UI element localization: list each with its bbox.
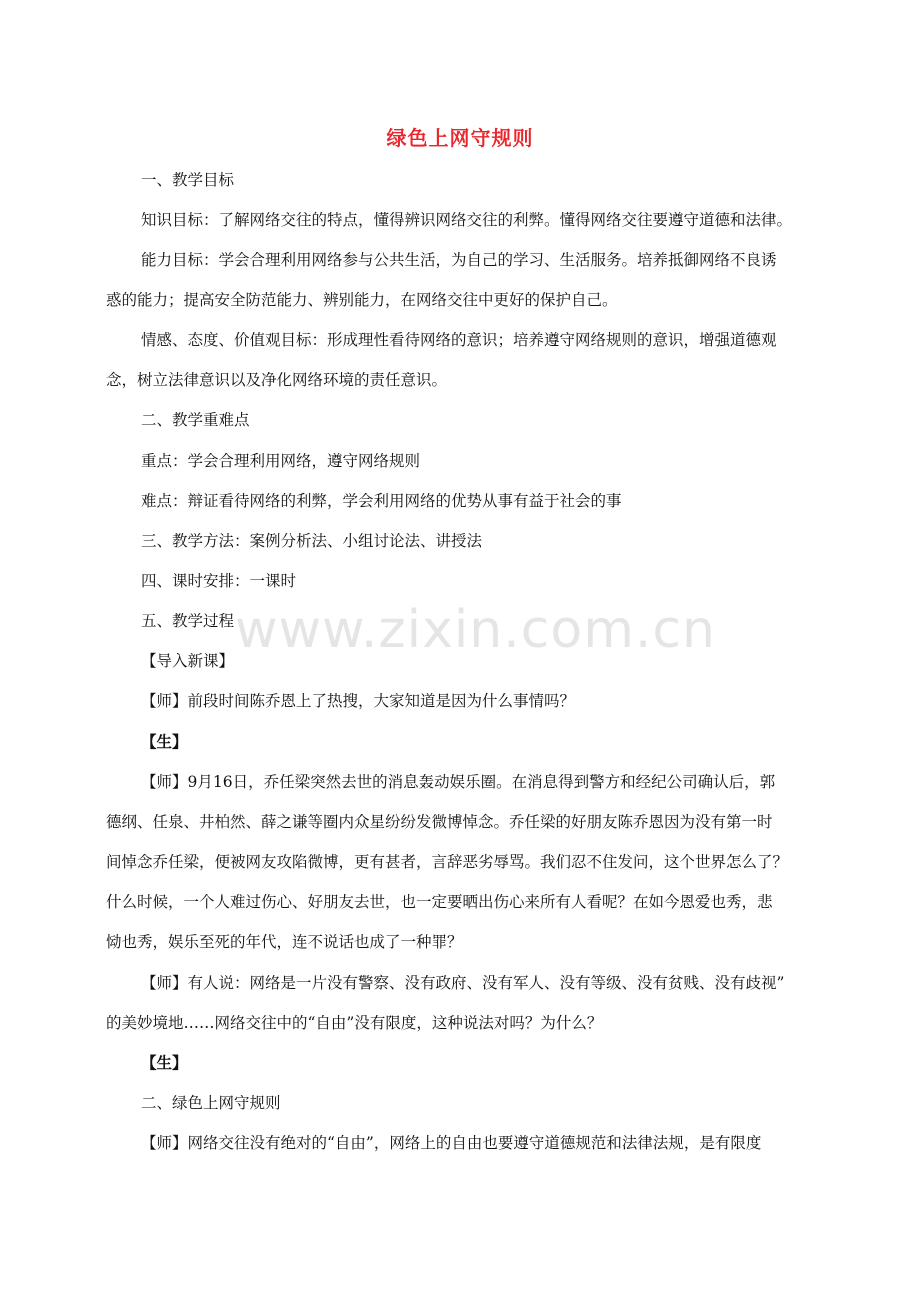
paragraph-ability-goal-cont: 惑的能力；提高安全防范能力、辨别能力，在网络交往中更好的保护自己。 <box>106 291 618 309</box>
paragraph-teacher-story-cont-4: 恸也秀，娱乐至死的年代，连不说话也成了一种罪？ <box>106 933 463 951</box>
paragraph-emotion-goal-cont: 念，树立法律意识以及净化网络环境的责任意识。 <box>106 371 448 389</box>
heading-lesson-schedule: 四、课时安排：一课时 <box>141 572 297 590</box>
paragraph-emotion-goal: 情感、态度、价值观目标：形成理性看待网络的意识；培养遵守网络规则的意识，增强道德观 <box>141 331 777 349</box>
heading-green-internet: 二、绿色上网守规则 <box>141 1094 281 1112</box>
paragraph-teacher-explanation: 【师】网络交往没有绝对的“自由”，网络上的自由也要遵守道德规范和法律法规，是有限度 <box>141 1134 762 1152</box>
paragraph-teacher-story-cont-3: 什么时候，一个人难过伤心、好朋友去世，也一定要晒出伤心来所有人看呢？在如今恩爱也秀，悲 <box>106 893 773 911</box>
paragraph-difficult-point: 难点：辩证看待网络的利弊，学会利用网络的优势从事有益于社会的事 <box>141 492 622 510</box>
heading-key-points: 二、教学重难点 <box>141 411 250 429</box>
paragraph-key-point: 重点：学会合理利用网络，遵守网络规则 <box>141 452 421 470</box>
watermark-text: www.zixin.com.cn <box>235 600 716 660</box>
paragraph-knowledge-goal: 知识目标：了解网络交往的特点，懂得辨识网络交往的利弊。懂得网络交往要遵守道德和法律。 <box>141 211 793 229</box>
paragraph-teacher-story-cont-2: 间悼念乔任梁，便被网友攻陷微博，更有甚者，言辞恶劣辱骂。我们忍不住发问，这个世界怎么了？ <box>106 853 789 871</box>
heading-teaching-process: 五、教学过程 <box>141 612 235 630</box>
paragraph-teacher-story: 【师】9月16日，乔任梁突然去世的消息轰动娱乐圈。在消息得到警方和经纪公司确认后，郭 <box>141 773 776 791</box>
document-title: 绿色上网守规则 <box>386 126 534 150</box>
paragraph-student-2: 【生】 <box>141 1053 188 1072</box>
heading-teaching-methods: 三、教学方法：案例分析法、小组讨论法、讲授法 <box>141 532 483 550</box>
paragraph-student-1: 【生】 <box>141 732 188 751</box>
paragraph-teacher-question-1: 【师】前段时间陈乔恩上了热搜，大家知道是因为什么事情吗？ <box>141 692 576 710</box>
paragraph-ability-goal: 能力目标：学会合理利用网络参与公共生活，为自己的学习、生活服务。培养抵御网络不良诱 <box>141 251 777 269</box>
paragraph-teacher-question-2: 【师】有人说：网络是一片没有警察、没有政府、没有军人、没有等级、没有贫贱、没有歧视” <box>141 974 785 992</box>
paragraph-teacher-question-2-cont: 的美妙境地……网络交往中的“自由”没有限度，这种说法对吗？为什么？ <box>106 1014 603 1032</box>
heading-introduction: 【导入新课】 <box>141 652 235 670</box>
paragraph-teacher-story-cont-1: 德纲、任泉、井柏然、薛之谦等圈内众星纷纷发微博悼念。乔任梁的好朋友陈乔恩因为没有第一时 <box>106 813 773 831</box>
heading-teaching-goals: 一、教学目标 <box>141 171 235 189</box>
